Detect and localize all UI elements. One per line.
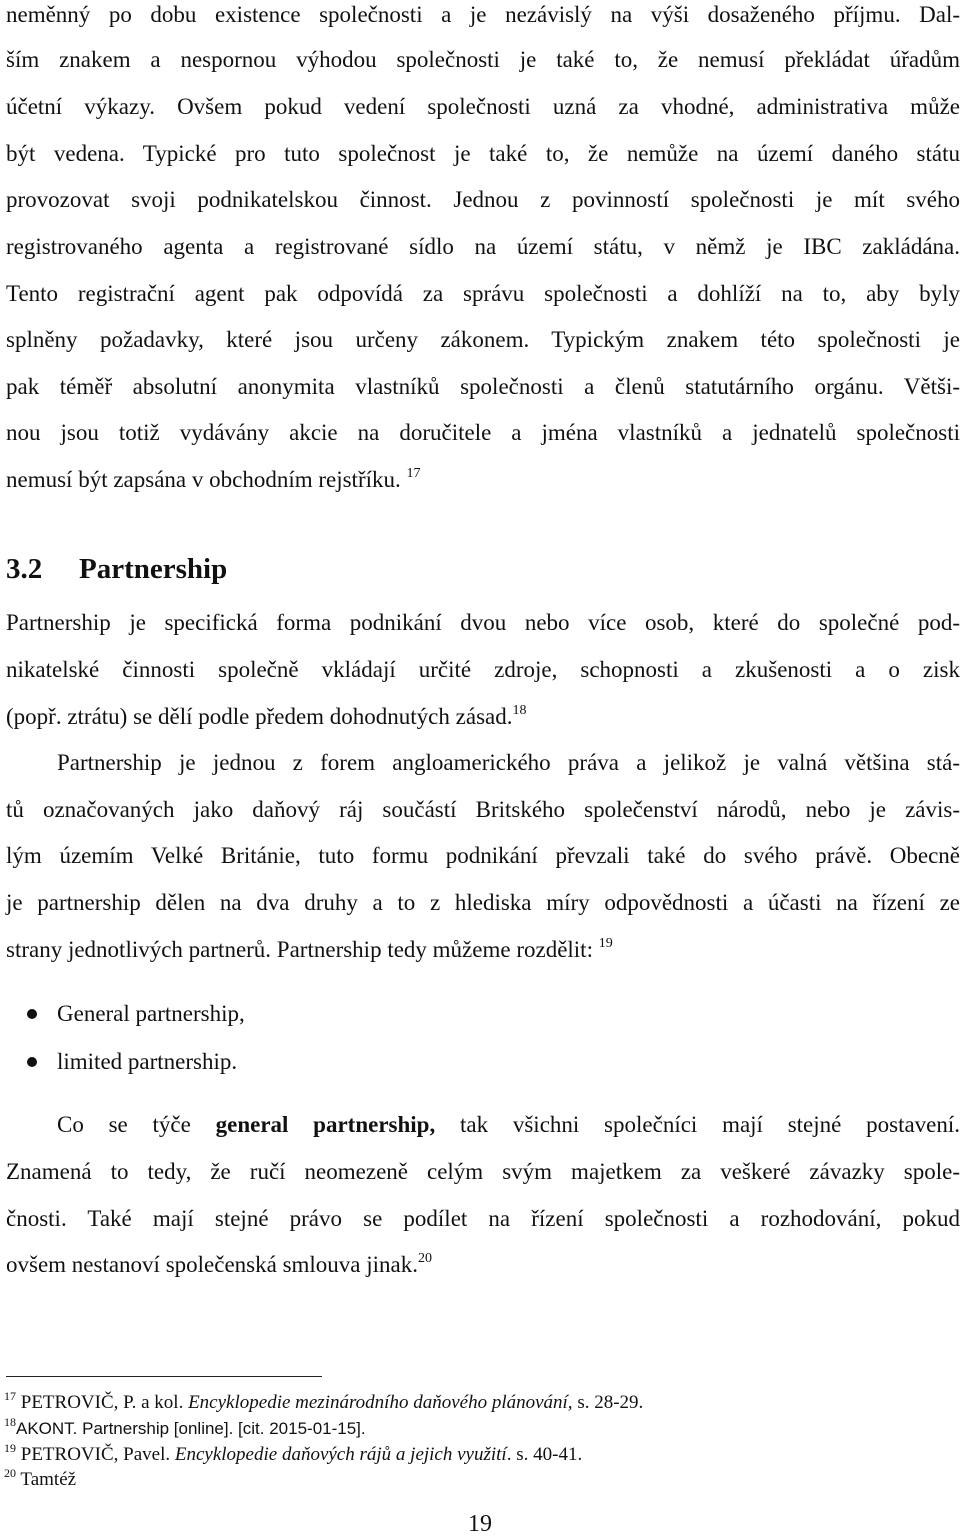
paragraph-text: Co se týče xyxy=(57,1112,191,1137)
paragraph-line: Partnership je jednou z forem angloamerického práva a jelikož je valná většina stá- xyxy=(57,750,960,775)
footnote-number: 17 xyxy=(4,1389,16,1403)
paragraph-last-line xyxy=(6,465,960,499)
paragraph-line: tů označovaných jako daňový ráj součástí Britského společenství národů, nebo je závis- xyxy=(6,797,960,822)
paragraph-line: účetní výkazy. Ovšem pokud vedení společnosti uzná za vhodné, administrativa může xyxy=(6,94,960,119)
paragraph-line: Znamená to tedy, že ručí neomezeně celým svým majetkem za veškeré závazky spole- xyxy=(6,1159,960,1184)
paragraph-line: lým územím Velké Británie, tuto formu podnikání převzali také do svého právě. Obecně xyxy=(6,843,960,868)
footnote-ref[interactable]: 20 xyxy=(418,1251,433,1266)
footnote-number: 18 xyxy=(4,1415,16,1429)
paragraph-line: Partnership je specifická forma podnikání dvou nebo více osob, které do společné pod- xyxy=(6,610,960,635)
footnote-ref[interactable]: 18 xyxy=(512,703,527,718)
paragraph-text: nemusí být zapsána v obchodním rejstříku. xyxy=(6,467,401,492)
paragraph-line: být vedena. Typické pro tuto společnost je také to, že nemůže na území daného státu xyxy=(6,141,960,166)
paragraph-line: nikatelské činnosti společně vkládají určité zdroje, schopnosti a zkušenosti a o zisk xyxy=(6,657,960,682)
paragraph-text: tak všichni společníci mají stejné postavení. xyxy=(460,1112,960,1137)
bold-term: general partnership, xyxy=(215,1112,436,1137)
section-title: Partnership xyxy=(79,553,228,585)
paragraph-line xyxy=(57,1110,960,1140)
footnote-title: Encyklopedie daňových rájů a jejich využití xyxy=(174,1444,507,1465)
paragraph-last-line xyxy=(6,702,960,736)
paragraph-line: ším znakem a nespornou výhodou společnosti je také to, že nemusí překládat úřadům xyxy=(6,47,960,72)
paragraph-line: Tento registrační agent pak odpovídá za správu společnosti a dohlíží na to, aby byly xyxy=(6,281,960,306)
page-number: 19 xyxy=(468,1511,492,1537)
footnote xyxy=(4,1391,643,1416)
paragraph-last-line xyxy=(6,1250,960,1284)
paragraph-line: pak téměř absolutní anonymita vlastníků společnosti a členů statutárního orgánu. Větši- xyxy=(6,374,960,399)
footnote-number: 20 xyxy=(4,1466,16,1480)
paragraph-line: registrovaného agenta a registrované sídlo na území státu, v němž je IBC zakládána. xyxy=(6,234,960,259)
footnote xyxy=(4,1417,366,1442)
paragraph-text: (popř. ztrátu) se dělí podle předem dohodnutých zásad. xyxy=(6,704,513,729)
paragraph-line: čnosti. Také mají stejné právo se podílet na řízení společnosti a rozhodování, pokud xyxy=(6,1206,960,1231)
footnote-pages: . s. 40-41. xyxy=(506,1444,583,1465)
footnote-ref[interactable]: 19 xyxy=(598,936,613,951)
section-number: 3.2 xyxy=(6,553,43,585)
bullet-icon xyxy=(27,1057,37,1067)
paragraph-line: neměnný po dobu existence společnosti a je nezávislý na výši dosaženého příjmu. Dal- xyxy=(6,2,960,27)
paragraph-line: splněny požadavky, které jsou určeny zákonem. Typickým znakem této společnosti je xyxy=(6,327,960,352)
paragraph-text: ovšem nestanoví společenská smlouva jinak. xyxy=(6,1252,419,1277)
footnote-divider xyxy=(6,1376,322,1377)
list-item: limited partnership. xyxy=(57,1049,238,1074)
list-item: General partnership, xyxy=(57,1001,245,1026)
footnote-ref[interactable]: 17 xyxy=(406,466,421,481)
footnote-author: PETROVIČ, Pavel. xyxy=(20,1444,171,1465)
footnote-author: PETROVIČ, P. a kol. xyxy=(20,1392,184,1413)
footnote-number: 19 xyxy=(4,1441,16,1455)
footnote-text: AKONT. Partnership [online]. [cit. 2015-01-15]. xyxy=(16,1419,366,1438)
footnote-text: Tamtéž xyxy=(20,1469,77,1490)
footnote xyxy=(4,1443,582,1468)
paragraph-line: provozovat svoji podnikatelskou činnost. Jednou z povinností společnosti je mít svého xyxy=(6,187,960,212)
section-heading xyxy=(6,551,227,587)
paragraph-last-line xyxy=(6,935,960,969)
paragraph-line: nou jsou totiž vydávány akcie na doručitele a jména vlastníků a jednatelů společnosti xyxy=(6,420,960,445)
paragraph-text: strany jednotlivých partnerů. Partnership tedy můžeme rozdělit: xyxy=(6,937,593,962)
footnote-title: Encyklopedie mezinárodního daňového plánování, xyxy=(188,1392,573,1413)
footnote-pages: s. 28-29. xyxy=(577,1392,644,1413)
bullet-icon xyxy=(27,1009,37,1019)
footnote xyxy=(4,1468,76,1493)
paragraph-line: je partnership dělen na dva druhy a to z hlediska míry odpovědnosti a účasti na řízení ze xyxy=(6,890,960,915)
